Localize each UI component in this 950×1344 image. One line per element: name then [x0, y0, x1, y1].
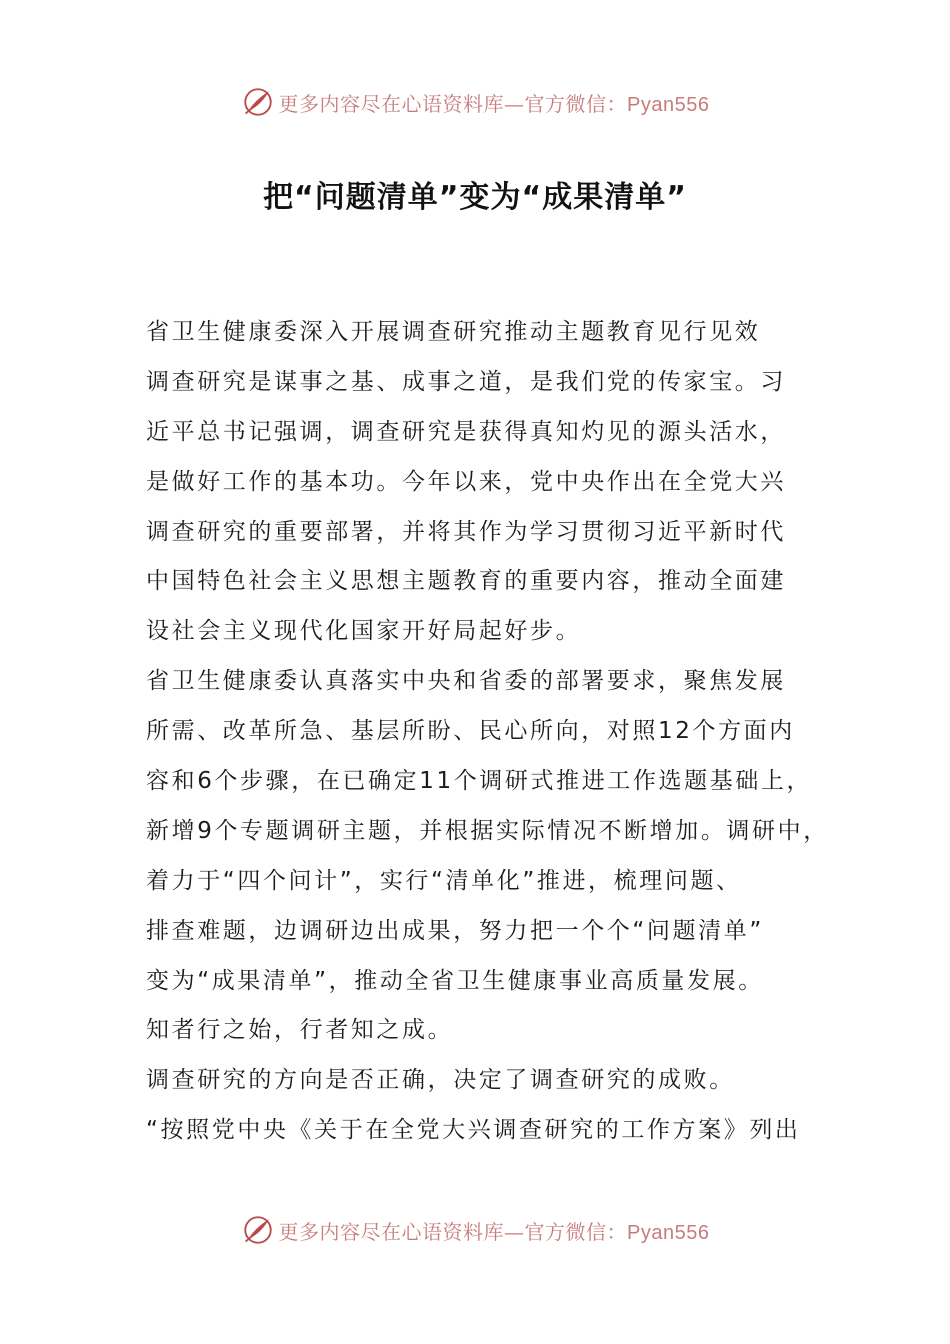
body-line: 容和6个步骤，在已确定11个调研式推进工作选题基础上， — [146, 768, 813, 795]
body-line: 省卫生健康委认真落实中央和省委的部署要求，聚焦发展 — [146, 668, 786, 695]
body-line: “按照党中央《关于在全党大兴调查研究的工作方案》列出 — [146, 1117, 801, 1144]
body-line: 新增9个专题调研主题，并根据实际情况不断增加。调研中， — [146, 817, 829, 844]
header-watermark-banner — [0, 82, 950, 122]
body-line: 近平总书记强调，调查研究是获得真知灼见的源头活水， — [146, 418, 786, 445]
footer-watermark-text — [279, 1216, 710, 1245]
body-line: 是做好工作的基本功。今年以来，党中央作出在全党大兴 — [146, 468, 786, 495]
document-body — [146, 308, 829, 1156]
body-line: 调查研究是谋事之基、成事之道，是我们党的传家宝。习 — [146, 368, 786, 395]
body-line: 变为“成果清单”，推动全省卫生健康事业高质量发展。 — [146, 967, 764, 994]
header-watermark-text — [279, 88, 710, 117]
body-line: 调查研究的重要部署，并将其作为学习贯彻习近平新时代 — [146, 518, 786, 545]
body-line: 省卫生健康委深入开展调查研究推动主题教育见行见效 — [146, 319, 761, 345]
quill-pen-logo-icon — [241, 1213, 275, 1247]
header-watermark-wechat-id: Pyan556 — [627, 93, 710, 116]
quill-pen-logo-icon — [241, 85, 275, 119]
body-line: 排查难题，边调研边出成果，努力把一个个“问题清单” — [146, 917, 764, 944]
body-line: 知者行之始，行者知之成。 — [146, 1017, 454, 1044]
header-watermark-text-cn: 更多内容尽在心语资料库—官方微信： — [278, 91, 628, 116]
body-line: 设社会主义现代化国家开好局起好步。 — [146, 618, 582, 645]
body-line: 中国特色社会主义思想主题教育的重要内容，推动全面建 — [146, 568, 786, 595]
footer-watermark-wechat-id: Pyan556 — [627, 1221, 710, 1244]
body-line: 调查研究的方向是否正确，决定了调查研究的成败。 — [146, 1067, 735, 1094]
body-line: 所需、改革所急、基层所盼、民心所向，对照12个方面内 — [146, 718, 795, 745]
body-line: 着力于“四个问计”，实行“清单化”推进，梳理问题、 — [146, 867, 742, 894]
footer-watermark-banner — [0, 1210, 950, 1250]
document-title: 把“问题清单”变为“成果清单” — [263, 180, 687, 215]
footer-watermark-text-cn: 更多内容尽在心语资料库—官方微信： — [278, 1219, 628, 1244]
